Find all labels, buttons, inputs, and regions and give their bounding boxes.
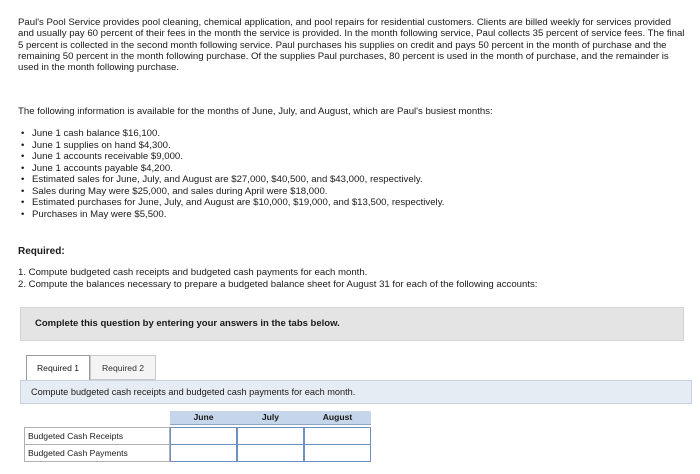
column-header-july: July — [237, 411, 304, 425]
instructions-banner — [20, 307, 684, 341]
requirement-item: 1. Compute budgeted cash receipts and budgeted cash payments for each month. — [18, 267, 368, 278]
requirement-item: 2. Compute the balances necessary to prepare a budgeted balance sheet for August 31 for each of the following accounts: — [18, 279, 538, 290]
column-header-august: August — [304, 411, 371, 425]
fact-item: • Purchases in May were $5,500. — [18, 209, 444, 221]
cash-payments-august-cell — [304, 444, 371, 462]
requirements-list — [18, 267, 537, 291]
given-facts-list — [18, 128, 444, 220]
fact-item: • June 1 supplies on hand $4,300. — [18, 140, 444, 152]
row-label-cash-payments: Budgeted Cash Payments — [24, 444, 170, 462]
fact-item: • June 1 accounts payable $4,200. — [18, 163, 444, 175]
cash-payments-july-cell — [237, 444, 304, 462]
cash-receipts-august-cell — [304, 427, 371, 445]
problem-lead: The following information is available for the months of June, July, and August, which are Paul's busiest months: — [18, 106, 493, 117]
cash-payments-june-input[interactable] — [171, 447, 236, 463]
cash-payments-july-input[interactable] — [238, 447, 303, 463]
tab-required-1[interactable]: Required 1 — [26, 355, 90, 380]
cash-payments-june-cell — [170, 444, 237, 462]
fact-item: • Sales during May were $25,000, and sales during April were $18,000. — [18, 186, 444, 198]
column-header-june: June — [170, 411, 237, 425]
cash-payments-august-input[interactable] — [305, 447, 370, 463]
instructions-text: Complete this question by entering your answers in the tabs below. — [35, 318, 340, 329]
problem-intro: Paul's Pool Service provides pool cleaning, chemical application, and pool repairs for residential customers. Clients are billed weekly for services provided and usually pay 60 percent of their fees in the month the service is provided. In the month following service, Paul collects 35 percent of service fees. The final 5 percent is collected in the second month following service. Paul purchases his supplies on credit and pays 50 percent in the month of purchase and the remaining 50 percent in the month following purchase. Of the supplies Paul purchases, 80 percent is used in the month of purchase, and the remainder is used in the month following purchase. — [18, 17, 685, 74]
task-instruction-bar — [20, 380, 692, 404]
fact-item: • June 1 accounts receivable $9,000. — [18, 151, 444, 163]
task-instruction-text: Compute budgeted cash receipts and budgeted cash payments for each month. — [31, 387, 356, 397]
fact-item: • June 1 cash balance $16,100. — [18, 128, 444, 140]
fact-item: • Estimated purchases for June, July, and August are $10,000, $19,000, and $13,500, respectively. — [18, 197, 444, 209]
required-heading: Required: — [18, 246, 65, 257]
cash-receipts-june-cell — [170, 427, 237, 445]
row-label-cash-receipts: Budgeted Cash Receipts — [24, 427, 170, 445]
cash-receipts-july-cell — [237, 427, 304, 445]
fact-item: • Estimated sales for June, July, and August are $27,000, $40,500, and $43,000, respectively. — [18, 174, 444, 186]
tab-required-2[interactable]: Required 2 — [90, 355, 156, 380]
